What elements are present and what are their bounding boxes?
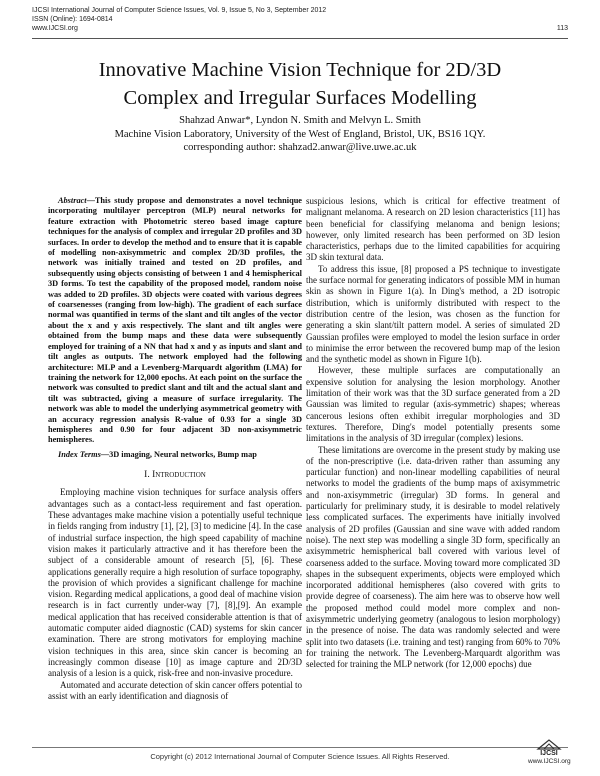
page-number: 113 (556, 25, 568, 32)
journal-url: www.IJCSI.org (32, 25, 78, 32)
right-column (306, 196, 560, 670)
corresponding-author: corresponding author: shahzad2.anwar@live.uwe.ac.uk (183, 142, 417, 153)
footer-divider (32, 747, 568, 748)
logo-text: IJCSI (540, 750, 558, 757)
ijcsi-logo (528, 738, 570, 766)
right-paragraph-1: suspicious lesions, which is critical for effective treatment of malignant melanoma. A research on 2D lesion characteristics [11] has been beneficial for classifying melanoma and benign lesions; however, only limited research has been performed on 3D lesion characteristics, perhaps due to the limited capabilities for acquiring 3D skin textural data. (306, 196, 560, 263)
right-paragraph-2: To address this issue, [8] proposed a PS technique to investigate the surface normal for generating indicators of possible MM in human skin as shown in Figure 1(a). In Ding's method, a 2D isotropic distribution, which is uniformly distributed with respect to the distribution centre of the lesion, was chosen as the function for generating a skin slant/tilt pattern model. A series of simulated 2D Gaussian profiles were employed to model the lesion surface in order to minimise the error between the recovered bump map of the lesion and the synthetic model as shown in Figure 1(b). (306, 263, 560, 365)
abstract (48, 196, 302, 446)
index-terms-label: Index Terms (58, 449, 101, 459)
issn-line: ISSN (Online): 1694-0814 (32, 16, 113, 23)
logo-emblem-icon (536, 738, 562, 750)
left-column (48, 196, 302, 702)
journal-line: IJCSI International Journal of Computer Science Issues, Vol. 9, Issue 5, No 3, September 2012 (32, 7, 327, 14)
header-divider (32, 38, 568, 39)
running-header (32, 6, 568, 33)
copyright-notice: Copyright (c) 2012 International Journal of Computer Science Issues. All Rights Reserved. (150, 752, 450, 761)
abstract-label: Abstract (58, 196, 87, 205)
right-paragraph-4: These limitations are overcome in the present study by making use of the non-prescriptive (i.e. data-driven rather than assuming any particular function) and non-linear modelling capabilities of neural networks to model the gradients of the bump maps of axisymmetric and non-axisymmetric (irregular) 3D forms. In general and particularly for preliminary study, it is desirable to model relatively less complicated surfaces. The experiments have initially involved analysis of 2D profiles (Gaussian and sine wave with added random noise). The next step was modelling a single 3D form, specifically an axisymmetric hemispherical ball covered with various level of coarseness added to the surface. Moving toward more complicated 3D shapes in the subsequent experiments, objects were employed which incorporated additional hemispheres (also covered with grits to provide degree of coarseness). The aim here was to observe how well the proposed method could model more complex and non-axisymmetric underlying geometry (analogous to lesion morphology) in the presence of noise. The data was randomly selected and were split into two datasets (i.e. training and test) ranging from 60% to 70% for training the network. The Levenberg-Marquardt algorithm was selected for training the MLP network (for 12,000 epochs) due (306, 444, 560, 670)
paper-title (30, 56, 570, 112)
section-heading-introduction: I. Introduction (144, 470, 206, 481)
index-terms (48, 450, 302, 460)
right-paragraph-3: However, these multiple surfaces are computationally an expensive solution for analysing the lesion morphology. Another limitation of their work was that the 3D surface generated from a 2D Gaussian was limited to regular (axis-symmetric) shapes; whereas cancerous lesions often exhibit irregular morphologies and 3D textures. Therefore, Ding's model potentially presents some limitations in the analysis of 3D irregular (complex) lesions. (306, 365, 560, 444)
abstract-text: —This study propose and demonstrates a novel technique incorporating multilayer perceptron (MLP) neural networks for feature extraction with Photometric stereo based image capture techniques for the analysis of complex and irregular 2D profiles and 3D surfaces. In order to develop the method and to ensure that it is capable of modelling non-axisymmetric and complex 2D/3D profiles, the network was initially trained and tested on 2D profiles, and subsequently using objects consisting of between 1 and 4 hemispherical 3D forms. To test the capability of the proposed model, random noise was added to 2D profiles. 3D objects were coated with various degrees of coarsenesses (ranging from low-high). The gradient of each surface normal was quantified in terms of the slant and tilt angles of the vector about the x and y axis respectively. The slant and tilt angles were obtained from the bump maps and these data were subsequently employed for training of a NN that had x and y as inputs and slant and tilt angles as outputs. The network employed had the following architecture: MLP and a Levenberg-Marquardt algorithm (LMA) for training the network for 12,000 epochs. At each point on the surface the network was consulted to predict slant and tilt and the actual slant and tilt was subtracted, giving a measure of surface irregularity. The network was able to model the underlying asymmetrical geometry with an accuracy regression analysis R-value of 0.93 for a single 3D hemispheres and 0.90 for four adjacent 3D non-axisymmetric hemispheres. (48, 196, 302, 445)
author-block (30, 114, 570, 155)
author-affiliation: Machine Vision Laboratory, University of the West of England, Bristol, UK, BS16 1QY. (114, 128, 486, 140)
title-line-2: Complex and Irregular Surfaces Modelling (123, 87, 477, 109)
index-terms-text: —3D imaging, Neural networks, Bump map (100, 449, 257, 459)
author-names: Shahzad Anwar*, Lyndon N. Smith and Melvyn L. Smith (179, 115, 421, 126)
intro-paragraph-1: Employing machine vision techniques for surface analysis offers advantages such as a contact-less requirement and fast operation. These advantages make machine vision a potentially useful technique in fields ranging from industry [1], [2], [3] to medicine [4]. In the case of industrial surface inspection, the high speed capability of machine vision makes it particularly attractive and it has therefore been the subject of a considerable amount of research [5], [6]. These applications generally require a high resolution of surface topography, the provision of which provides a significant challenge for machine vision. Regarding medical applications, a good deal of machine vision research is in fact currently under-way [7], [8],[9]. An example medical application that has received considerable attention is that of automatic computer aided diagnostic (CAD) systems for skin cancer examination. There are strong motivators for employing machine vision techniques in this area, since skin cancer is becoming an increasingly common disease [10] as image capture and 2D/3D analysis of a lesion is a quick, risk-free and non-invasive procedure. (48, 487, 302, 679)
logo-url: www.IJCSI.org (528, 758, 571, 765)
intro-paragraph-2: Automated and accurate detection of skin cancer offers potential to assist with an early identification and diagnosis of (48, 679, 302, 701)
title-line-1: Innovative Machine Vision Technique for 2D/3D (98, 59, 502, 81)
